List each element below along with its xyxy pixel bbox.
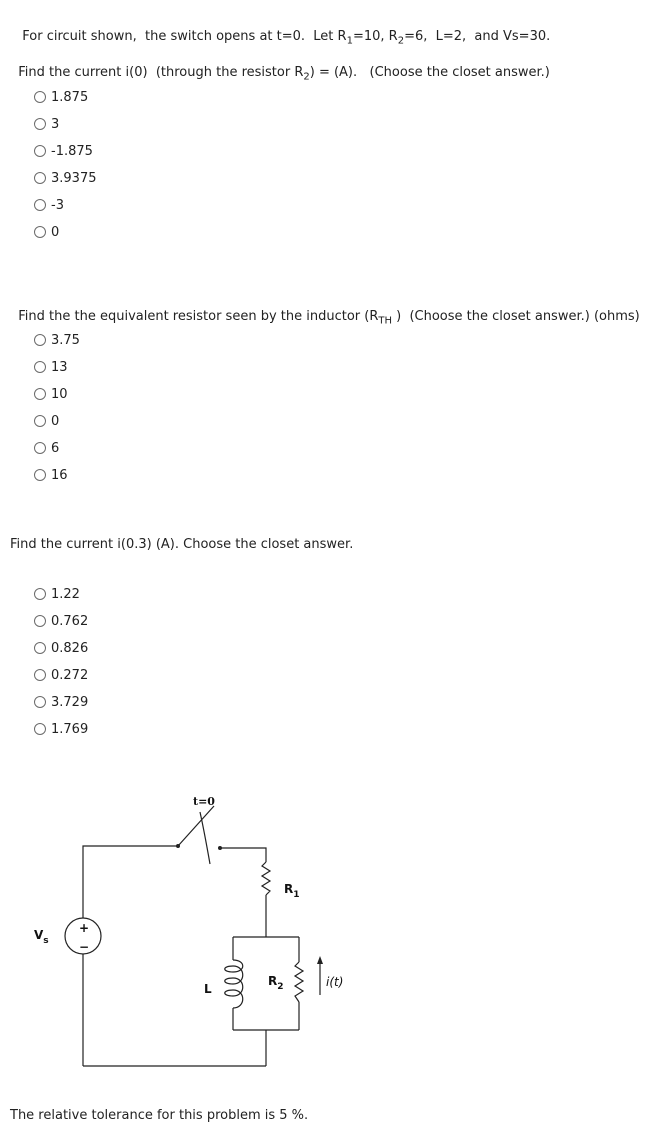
q2-option[interactable]: 16 [34,466,68,484]
wire-top-right [220,848,266,862]
switch-arc [200,812,210,864]
q1-option[interactable]: -1.875 [34,142,93,160]
vs-label: $V_s$ [34,928,49,946]
tolerance-note: The relative tolerance for this problem is 5 %. [10,1108,309,1123]
q3-option[interactable]: 1.22 [34,585,80,603]
switch-contact-left [176,844,180,848]
radio-button[interactable] [34,172,46,184]
radio-button[interactable] [34,615,46,627]
source-plus: + [79,921,90,935]
radio-button[interactable] [34,415,46,427]
radio-button[interactable] [34,723,46,735]
resistor-r1 [262,862,270,895]
q2-option[interactable]: 6 [34,439,59,457]
q3-option[interactable]: 0.762 [34,612,88,630]
radio-button[interactable] [34,199,46,211]
q3-option[interactable]: 3.729 [34,693,88,711]
radio-button[interactable] [34,696,46,708]
q2-option[interactable]: 10 [34,385,68,403]
radio-button[interactable] [34,388,46,400]
q3-option[interactable]: 0.272 [34,666,88,684]
q1-option[interactable]: 3.9375 [34,169,97,187]
radio-button[interactable] [34,145,46,157]
q1-option[interactable]: 0 [34,223,59,241]
radio-button[interactable] [34,91,46,103]
q2-option[interactable]: 3.75 [34,331,80,349]
switch-label: t=0 [193,795,215,808]
q1-question: Find the current i(0) (through the resistor $R_2) = (A)$. (Choose the closet answer.) [18,65,550,83]
q1-statement: For circuit shown, the switch opens at t=0. Let $R_1=10$, $R_2=6$, L=2, and Vs=30. [22,29,551,47]
q3-option[interactable]: 0.826 [34,639,88,657]
resistor-r2 [295,962,303,1002]
switch-contact-right [218,846,222,850]
radio-button[interactable] [34,334,46,346]
q1-option[interactable]: 3 [34,115,59,133]
current-arrow-head [317,956,323,964]
radio-button[interactable] [34,226,46,238]
radio-button[interactable] [34,588,46,600]
q1-option[interactable]: -3 [34,196,64,214]
radio-button[interactable] [34,361,46,373]
q3-question: Find the current i(0.3) (A). Choose the closet answer. [10,537,354,552]
circuit-diagram [0,770,400,1100]
q2-option[interactable]: 13 [34,358,68,376]
switch-blade [178,806,214,846]
l-label: L [204,982,212,996]
q2-question: Find the the equivalent resistor seen by the inductor ($R_{TH}$ ) (Choose the closet answer.) (ohms) [18,309,640,327]
radio-button[interactable] [34,669,46,681]
radio-button[interactable] [34,442,46,454]
current-label: i(t) [326,975,344,989]
r1-label: $R_1$ [284,882,300,900]
r2-label: $R_2$ [268,974,284,992]
inductor-coil [225,960,243,1008]
q1-option[interactable]: 1.875 [34,88,88,106]
wire-top-left [83,846,178,918]
radio-button[interactable] [34,642,46,654]
q3-option[interactable]: 1.769 [34,720,88,738]
radio-button[interactable] [34,469,46,481]
radio-button[interactable] [34,118,46,130]
q2-option[interactable]: 0 [34,412,59,430]
source-minus: − [79,940,90,954]
